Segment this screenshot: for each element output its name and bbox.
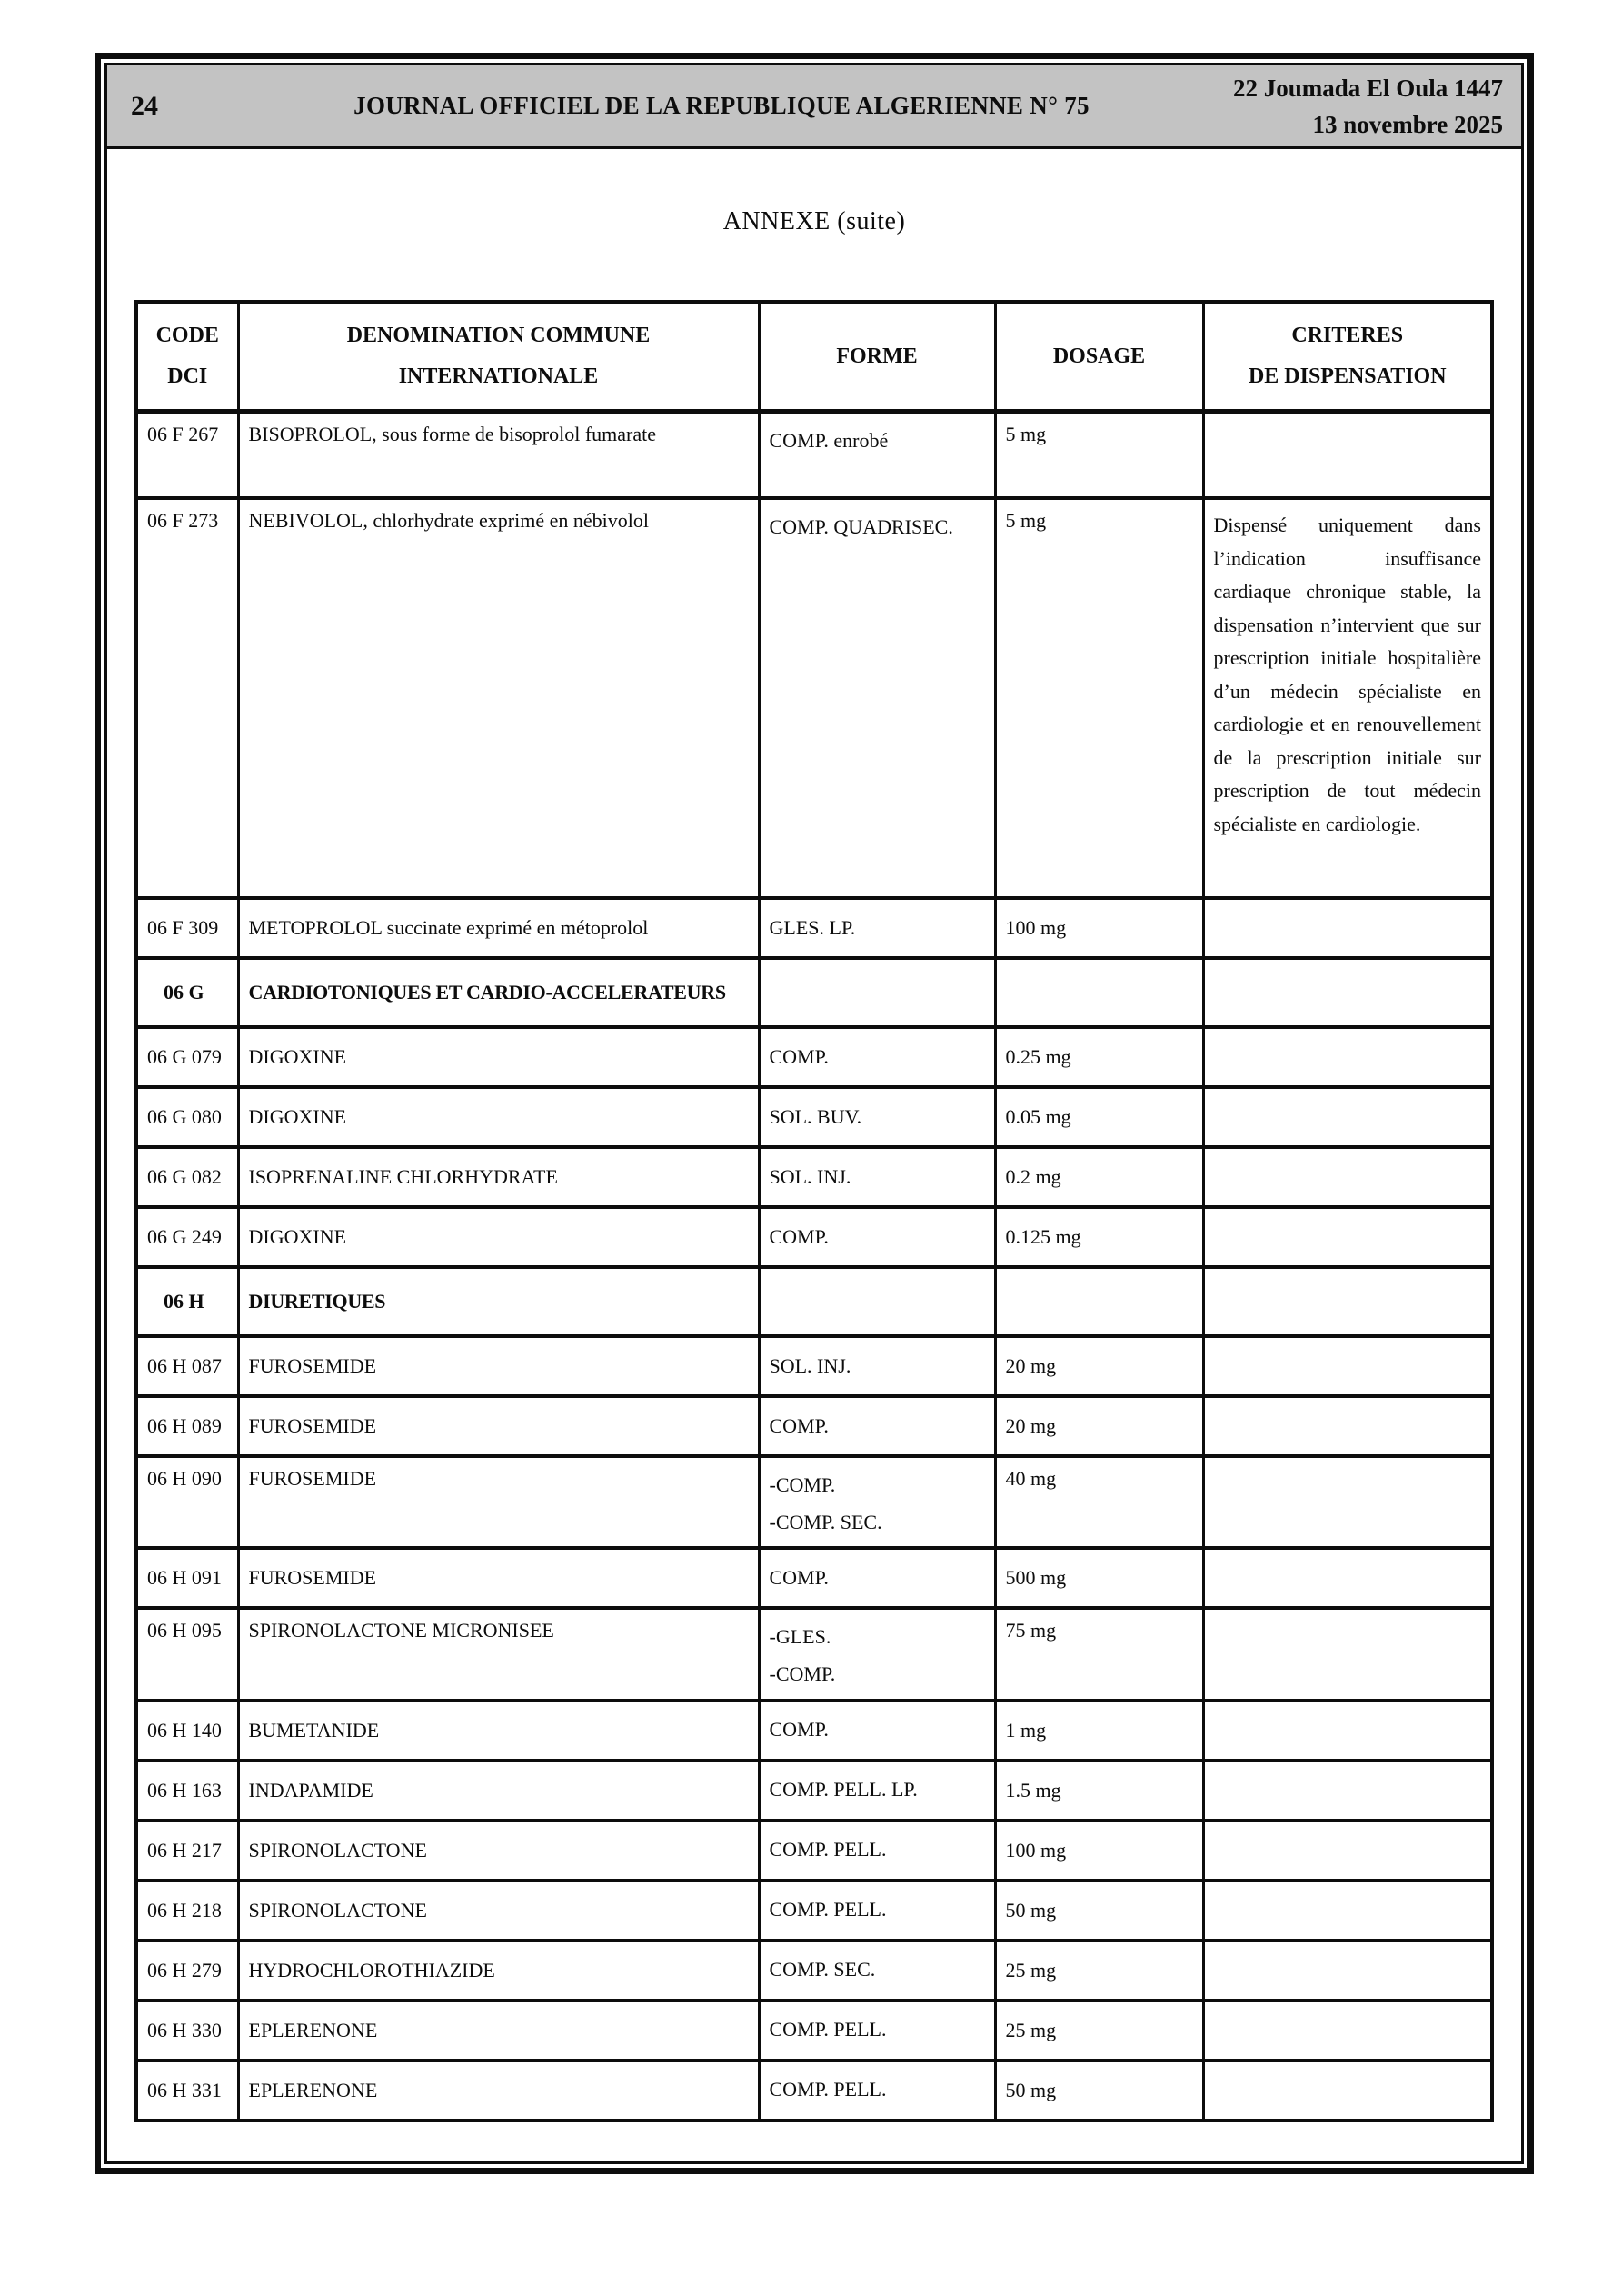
cell-forme bbox=[759, 2061, 995, 2121]
table-row bbox=[136, 1608, 1492, 1700]
cell-dosage: 25 mg bbox=[995, 2001, 1203, 2061]
cell-forme bbox=[759, 1761, 995, 1821]
cell-name: DIURETIQUES bbox=[238, 1267, 759, 1336]
date-hijri: 22 Joumada El Oula 1447 bbox=[1232, 74, 1503, 102]
cell-criteres bbox=[1203, 1396, 1492, 1456]
cell-dosage: 1.5 mg bbox=[995, 1761, 1203, 1821]
cell-dosage: 40 mg bbox=[995, 1456, 1203, 1548]
forme-line: COMP. enrobé bbox=[769, 428, 889, 452]
forme-line: COMP. bbox=[769, 1718, 829, 1742]
section-header-row bbox=[136, 958, 1492, 1027]
cell-name: SPIRONOLACTONE bbox=[238, 1821, 759, 1881]
cell-dosage: 1 mg bbox=[995, 1701, 1203, 1761]
cell-forme bbox=[759, 1881, 995, 1941]
cell-criteres: Dispensé uniquement dans l’indication insuffisance cardiaque chronique stable, la dispensation n’intervient que sur prescription initiale hospitalière d’un médecin spécialiste en cardiologie et en renouvellement de la prescription initiale sur prescription de tout médecin spécialiste en cardiologie. bbox=[1203, 498, 1492, 898]
cell-code: 06 H bbox=[136, 1267, 238, 1336]
forme-line: SOL. INJ. bbox=[769, 1353, 851, 1377]
cell-criteres bbox=[1203, 1608, 1492, 1700]
cell-forme bbox=[759, 1396, 995, 1456]
cell-code: 06 H 095 bbox=[136, 1608, 238, 1700]
cell-name: EPLERENONE bbox=[238, 2001, 759, 2061]
cell-name: HYDROCHLOROTHIAZIDE bbox=[238, 1941, 759, 2001]
cell-dosage: 25 mg bbox=[995, 1941, 1203, 2001]
cell-code: 06 H 279 bbox=[136, 1941, 238, 2001]
table-row bbox=[136, 1147, 1492, 1207]
cell-criteres bbox=[1203, 1027, 1492, 1087]
masthead-dates bbox=[1176, 70, 1521, 143]
annexe-title: ANNEXE (suite) bbox=[722, 207, 906, 235]
page-frame bbox=[95, 53, 1534, 2174]
cell-dosage: 50 mg bbox=[995, 1881, 1203, 1941]
table-row bbox=[136, 1456, 1492, 1548]
cell-name: NEBIVOLOL, chlorhydrate exprimé en nébivolol bbox=[238, 498, 759, 898]
forme-line: COMP. bbox=[769, 1044, 829, 1068]
forme-line: COMP. bbox=[769, 1566, 829, 1590]
cell-forme bbox=[759, 2001, 995, 2061]
table-row bbox=[136, 1336, 1492, 1396]
cell-code: 06 G bbox=[136, 958, 238, 1027]
cell-code: 06 H 140 bbox=[136, 1701, 238, 1761]
table-row bbox=[136, 1881, 1492, 1941]
table-row bbox=[136, 2061, 1492, 2121]
forme-line: GLES. LP. bbox=[769, 915, 856, 939]
cell-dosage: 50 mg bbox=[995, 2061, 1203, 2121]
cell-name: SPIRONOLACTONE bbox=[238, 1881, 759, 1941]
forme-line: COMP. bbox=[769, 1224, 829, 1248]
table-row bbox=[136, 2001, 1492, 2061]
cell-criteres bbox=[1203, 1087, 1492, 1147]
cell-code: 06 G 082 bbox=[136, 1147, 238, 1207]
cell-name: FUROSEMIDE bbox=[238, 1548, 759, 1608]
cell-dosage: 20 mg bbox=[995, 1396, 1203, 1456]
annex-table bbox=[134, 300, 1494, 2122]
cell-code: 06 H 330 bbox=[136, 2001, 238, 2061]
header-forme: FORME bbox=[759, 302, 995, 411]
header-code-dci bbox=[136, 302, 238, 411]
table-header-row bbox=[136, 302, 1492, 411]
cell-dosage: 500 mg bbox=[995, 1548, 1203, 1608]
table-row bbox=[136, 1941, 1492, 2001]
cell-dosage: 5 mg bbox=[995, 498, 1203, 898]
cell-forme bbox=[759, 1456, 995, 1548]
cell-forme bbox=[759, 498, 995, 898]
cell-name: SPIRONOLACTONE MICRONISEE bbox=[238, 1608, 759, 1700]
cell-criteres bbox=[1203, 1267, 1492, 1336]
cell-forme bbox=[759, 1087, 995, 1147]
cell-code: 06 H 090 bbox=[136, 1456, 238, 1548]
cell-name: BUMETANIDE bbox=[238, 1701, 759, 1761]
forme-line: SOL. INJ. bbox=[769, 1164, 851, 1188]
cell-name: FUROSEMIDE bbox=[238, 1456, 759, 1548]
table-row bbox=[136, 411, 1492, 498]
cell-criteres bbox=[1203, 1207, 1492, 1267]
cell-code: 06 H 331 bbox=[136, 2061, 238, 2121]
cell-name: DIGOXINE bbox=[238, 1207, 759, 1267]
cell-criteres bbox=[1203, 1548, 1492, 1608]
cell-forme bbox=[759, 958, 995, 1027]
cell-code: 06 F 267 bbox=[136, 411, 238, 498]
cell-criteres bbox=[1203, 1941, 1492, 2001]
cell-criteres bbox=[1203, 1336, 1492, 1396]
header-criteres-line1: CRITERES bbox=[1291, 324, 1404, 348]
cell-forme bbox=[759, 1336, 995, 1396]
forme-line: COMP. PELL. bbox=[769, 2018, 887, 2041]
cell-dosage: 100 mg bbox=[995, 1821, 1203, 1881]
cell-code: 06 H 089 bbox=[136, 1396, 238, 1456]
header-criteres-line2: DE DISPENSATION bbox=[1248, 364, 1447, 388]
header-denomination-line2: INTERNATIONALE bbox=[398, 364, 599, 388]
cell-name: DIGOXINE bbox=[238, 1027, 759, 1087]
cell-criteres bbox=[1203, 2001, 1492, 2061]
cell-forme bbox=[759, 1027, 995, 1087]
table-row bbox=[136, 898, 1492, 958]
cell-code: 06 H 218 bbox=[136, 1881, 238, 1941]
cell-dosage: 0.25 mg bbox=[995, 1027, 1203, 1087]
table-header bbox=[136, 302, 1492, 411]
header-denomination bbox=[238, 302, 759, 411]
section-header-row bbox=[136, 1267, 1492, 1336]
cell-name: FUROSEMIDE bbox=[238, 1396, 759, 1456]
forme-line: -COMP. SEC. bbox=[769, 1510, 882, 1533]
cell-criteres bbox=[1203, 1881, 1492, 1941]
cell-criteres bbox=[1203, 1701, 1492, 1761]
date-gregorian: 13 novembre 2025 bbox=[1312, 110, 1503, 138]
forme-line: COMP. PELL. bbox=[769, 1838, 887, 1862]
forme-line: COMP. PELL. bbox=[769, 2078, 887, 2101]
cell-criteres bbox=[1203, 1147, 1492, 1207]
table-row bbox=[136, 1761, 1492, 1821]
cell-name: INDAPAMIDE bbox=[238, 1761, 759, 1821]
cell-forme bbox=[759, 1701, 995, 1761]
cell-criteres bbox=[1203, 1761, 1492, 1821]
forme-line: -COMP. bbox=[769, 1662, 836, 1686]
cell-code: 06 G 249 bbox=[136, 1207, 238, 1267]
forme-line: COMP. bbox=[769, 1413, 829, 1437]
cell-forme bbox=[759, 1608, 995, 1700]
header-criteres bbox=[1203, 302, 1492, 411]
masthead bbox=[107, 65, 1521, 149]
cell-dosage bbox=[995, 1267, 1203, 1336]
cell-dosage: 100 mg bbox=[995, 898, 1203, 958]
header-dosage: DOSAGE bbox=[995, 302, 1203, 411]
journal-title: JOURNAL OFFICIEL DE LA REPUBLIQUE ALGERIENNE N° 75 bbox=[353, 92, 1090, 119]
cell-name: METOPROLOL succinate exprimé en métoprolol bbox=[238, 898, 759, 958]
cell-criteres bbox=[1203, 958, 1492, 1027]
forme-line: COMP. SEC. bbox=[769, 1958, 876, 1982]
cell-criteres bbox=[1203, 1821, 1492, 1881]
forme-line: -GLES. bbox=[769, 1625, 831, 1649]
cell-dosage: 0.05 mg bbox=[995, 1087, 1203, 1147]
cell-name: FUROSEMIDE bbox=[238, 1336, 759, 1396]
cell-criteres bbox=[1203, 411, 1492, 498]
table-row bbox=[136, 498, 1492, 898]
cell-code: 06 F 309 bbox=[136, 898, 238, 958]
cell-name: EPLERENONE bbox=[238, 2061, 759, 2121]
cell-code: 06 H 087 bbox=[136, 1336, 238, 1396]
forme-line: COMP. QUADRISEC. bbox=[769, 515, 953, 538]
cell-forme bbox=[759, 1821, 995, 1881]
table-row bbox=[136, 1396, 1492, 1456]
forme-line: -COMP. bbox=[769, 1473, 836, 1496]
table-row bbox=[136, 1701, 1492, 1761]
cell-forme bbox=[759, 1941, 995, 2001]
cell-name: CARDIOTONIQUES ET CARDIO-ACCELERATEURS bbox=[238, 958, 759, 1027]
cell-forme bbox=[759, 411, 995, 498]
table-row bbox=[136, 1207, 1492, 1267]
forme-line: COMP. PELL. bbox=[769, 1898, 887, 1922]
cell-code: 06 H 091 bbox=[136, 1548, 238, 1608]
cell-name: BISOPROLOL, sous forme de bisoprolol fumarate bbox=[238, 411, 759, 498]
cell-forme bbox=[759, 1147, 995, 1207]
forme-line: COMP. PELL. LP. bbox=[769, 1778, 918, 1802]
table-body bbox=[136, 411, 1492, 2121]
cell-dosage: 5 mg bbox=[995, 411, 1203, 498]
header-code-line2: DCI bbox=[167, 364, 208, 388]
table-row bbox=[136, 1027, 1492, 1087]
forme-line: SOL. BUV. bbox=[769, 1104, 862, 1128]
table-row bbox=[136, 1087, 1492, 1147]
cell-forme bbox=[759, 1207, 995, 1267]
header-code-line1: CODE bbox=[155, 324, 219, 348]
cell-name: DIGOXINE bbox=[238, 1087, 759, 1147]
cell-code: 06 F 273 bbox=[136, 498, 238, 898]
cell-code: 06 H 217 bbox=[136, 1821, 238, 1881]
cell-forme bbox=[759, 1267, 995, 1336]
cell-criteres bbox=[1203, 898, 1492, 958]
table-row bbox=[136, 1548, 1492, 1608]
cell-dosage: 20 mg bbox=[995, 1336, 1203, 1396]
cell-code: 06 G 080 bbox=[136, 1087, 238, 1147]
cell-dosage bbox=[995, 958, 1203, 1027]
cell-dosage: 0.2 mg bbox=[995, 1147, 1203, 1207]
cell-code: 06 H 163 bbox=[136, 1761, 238, 1821]
cell-code: 06 G 079 bbox=[136, 1027, 238, 1087]
page-frame-inner bbox=[104, 63, 1524, 2164]
cell-forme bbox=[759, 898, 995, 958]
table-row bbox=[136, 1821, 1492, 1881]
cell-dosage: 75 mg bbox=[995, 1608, 1203, 1700]
cell-forme bbox=[759, 1548, 995, 1608]
cell-criteres bbox=[1203, 1456, 1492, 1548]
cell-name: ISOPRENALINE CHLORHYDRATE bbox=[238, 1147, 759, 1207]
cell-criteres bbox=[1203, 2061, 1492, 2121]
cell-dosage: 0.125 mg bbox=[995, 1207, 1203, 1267]
header-denomination-line1: DENOMINATION COMMUNE bbox=[346, 324, 651, 348]
page-number: 24 bbox=[131, 90, 158, 121]
